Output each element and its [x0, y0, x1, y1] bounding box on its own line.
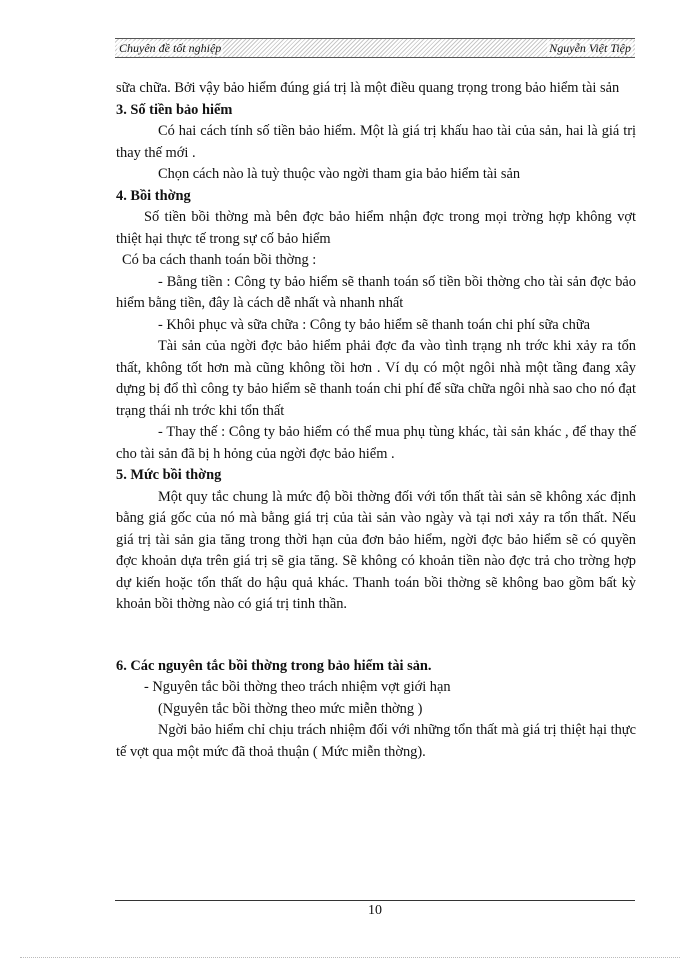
paragraph: sữa chữa. Bởi vậy bảo hiểm đúng giá trị là một điều quang trọng trong bảo hiểm tài sản	[116, 80, 620, 96]
page-number: 10	[368, 903, 382, 918]
paragraph: Có ba cách thanh toán bồi thờng :	[122, 252, 317, 268]
paragraph: Ngời bảo hiểm chỉ chịu trách nhiệm đối với những tổn thất mà giá trị thiệt hại thực tế vợt qua một mức đã thoả thuận ( Mức miễn thờng).	[116, 722, 636, 760]
document-body	[116, 78, 636, 763]
list-item: - Khôi phục và sữa chữa : Công ty bảo hiểm sẽ thanh toán chi phí sữa chữa	[158, 316, 591, 333]
list-item: - Thay thế : Công ty bảo hiểm có thể mua phụ tùng khác, tài sản khác , để thay thế cho tài sản đã bị h hỏng của ngời đợc bảo hiểm .	[116, 424, 636, 462]
paragraph: Có hai cách tính số tiền bảo hiểm. Một là giá trị khấu hao tài của sản, hai là giá trị thay thế mới .	[116, 123, 636, 161]
section-heading-6: 6. Các nguyên tắc bồi thờng trong bảo hiểm tài sản.	[116, 657, 432, 674]
list-item: - Bằng tiền : Công ty bảo hiểm sẽ thanh toán số tiền bồi thờng cho tài sản đợc bảo hiểm bằng tiền, đây là cách dễ nhất và nhanh nhất	[116, 273, 636, 311]
list-item: - Nguyên tắc bồi thờng theo trách nhiệm vợt giới hạn	[144, 679, 451, 695]
paragraph: Một quy tắc chung là mức độ bồi thờng đối với tổn thất tài sản sẽ không xác định bằng giá gốc của nó mà bằng giá trị của tài sản vào ngày và tại nơi xảy ra tổn thất. Nếu giá trị tài sản gia tăng trong thời hạn của đơn bảo hiểm, ngời đợc bảo hiểm sẽ có quyền đợc khoản dựa trên giá trị sẽ gia tăng. Sẽ không có khoản tiền nào đợc trả cho trờng hợp dự kiến hoặc tổn thất do hậu quả khác. Thanh toán bồi thờng sẽ không bao gồm bất kỳ khoản bồi thờng nào có giá trị tinh thần.	[116, 488, 636, 612]
spacer	[116, 616, 636, 656]
section-heading-5: 5. Mức bồi thờng	[116, 467, 222, 483]
section-heading-3: 3. Số tiền bảo hiểm	[116, 101, 233, 118]
paragraph: Số tiền bồi thờng mà bên đợc bảo hiểm nhận đợc trong mọi trờng hợp không vợt thiệt hại thực tế trong sự cố bảo hiểm	[116, 209, 636, 247]
page-header	[115, 38, 635, 58]
page-edge-dotted-line	[20, 957, 680, 958]
header-right-text: Nguyễn Việt Tiệp	[549, 40, 631, 55]
header-left-text: Chuyên đề tốt nghiệp	[119, 40, 222, 55]
paragraph: Tài sản của ngời đợc bảo hiểm phải đợc đa vào tình trạng nh trớc khi xảy ra tổn thất, không tốt hơn mà cũng không tồi hơn . Ví dụ có một ngôi nhà một tầng đang xây dựng bị đổ thì công ty bảo hiểm sẽ thanh toán chi phí để sữa chữa ngôi nhà sao cho nó đạt trạng thái nh trớc khi tổn thất	[116, 338, 636, 419]
paragraph: Chọn cách nào là tuỳ thuộc vào ngời tham gia bảo hiểm tài sản	[158, 166, 521, 182]
paragraph: (Nguyên tắc bồi thờng theo mức miễn thờng )	[158, 700, 423, 717]
footer-divider	[115, 900, 635, 901]
section-heading-4: 4. Bồi thờng	[116, 187, 191, 204]
